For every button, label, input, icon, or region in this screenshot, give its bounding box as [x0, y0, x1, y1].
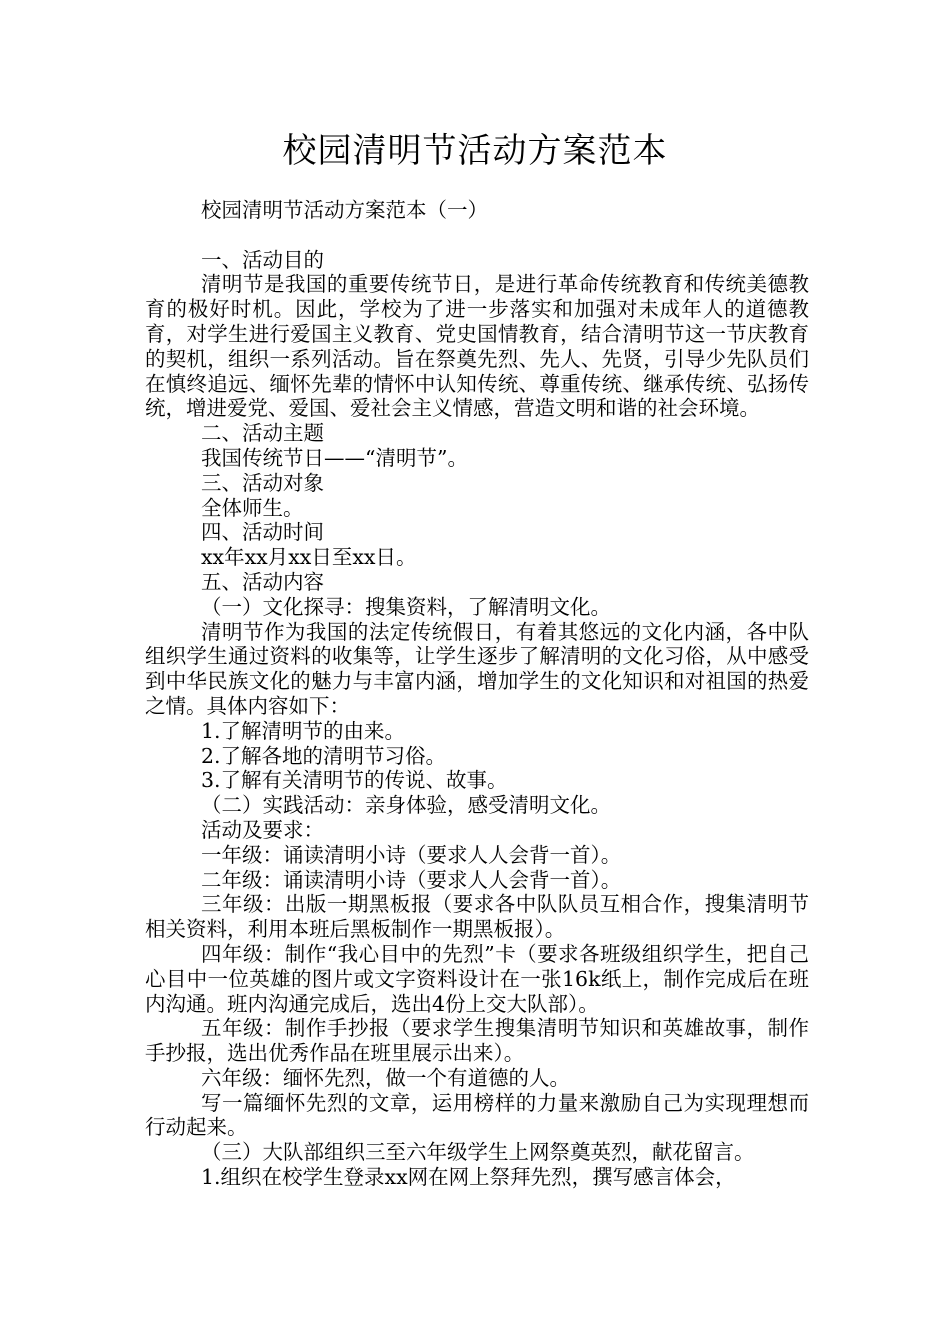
- section-heading-time: 四、活动时间: [201, 520, 324, 545]
- paragraph-audience: 全体师生。: [201, 495, 304, 520]
- paragraph-purpose: 清明节是我国的重要传统节日，是进行革命传统教育和传统美德教育的极好时机。因此，学校为了进一步落实和加强对未成年人的道德教育，对学生进行爱国主义教育、党史国情教育，结合清明节这一节庆教育的契机，组织一系列活动。旨在祭奠先烈、先人、先贤，引导少先队员们在慎终追远、缅怀先辈的情怀中认知传统、尊重传统、继承传统、弘扬传统，增进爱党、爱国、爱社会主义情感，营造文明和谐的社会环境。: [145, 272, 809, 421]
- paragraph-requirements: 活动及要求：: [201, 817, 324, 842]
- section-heading-content: 五、活动内容: [201, 569, 324, 594]
- grade-item: 一年级：诵读清明小诗（要求人人会背一首）。: [201, 842, 622, 867]
- document-body: [145, 198, 809, 1190]
- subheading-practice: （二）实践活动：亲身体验，感受清明文化。: [201, 793, 611, 818]
- list-item: 1.组织在校学生登录xx网在网上祭拜先烈，撰写感言体会，: [201, 1165, 736, 1190]
- section-heading-audience: 三、活动对象: [201, 470, 324, 495]
- paragraph-culture: 清明节作为我国的法定传统假日，有着其悠远的文化内涵，各中队组织学生通过资料的收集等，让学生逐步了解清明的文化习俗，从中感受到中华民族文化的魅力与丰富内涵，增加学生的文化知识和对祖国的热爱之情。具体内容如下：: [145, 619, 809, 718]
- list-item: 2.了解各地的清明节习俗。: [201, 743, 447, 768]
- subheading-online: （三）大队部组织三至六年级学生上网祭奠英烈，献花留言。: [201, 1140, 755, 1165]
- grade-item: 六年级：缅怀先烈，做一个有道德的人。: [201, 1065, 570, 1090]
- paragraph-time: xx年xx月xx日至xx日。: [201, 545, 417, 570]
- list-item: 1.了解清明节的由来。: [201, 718, 406, 743]
- paragraph-essay: 写一篇缅怀先烈的文章，运用榜样的力量来激励自己为实现理想而行动起来。: [145, 1090, 809, 1140]
- section-heading-theme: 二、活动主题: [201, 421, 324, 446]
- subheading-culture: （一）文化探寻：搜集资料，了解清明文化。: [201, 594, 611, 619]
- grade-item: 五年级：制作手抄报（要求学生搜集清明节知识和英雄故事，制作手抄报，选出优秀作品在班里展示出来）。: [145, 1016, 809, 1066]
- grade-item: 四年级：制作“我心目中的先烈”卡（要求各班级组织学生，把自己心目中一位英雄的图片或文字资料设计在一张16k纸上，制作完成后在班内沟通。班内沟通完成后，选出4份上交大队部）。: [145, 941, 809, 1016]
- paragraph-theme: 我国传统节日——“清明节”。: [201, 445, 468, 470]
- section-heading-purpose: 一、活动目的: [201, 247, 324, 272]
- document-title: 校园清明节活动方案范本: [282, 131, 668, 171]
- document-subtitle: 校园清明节活动方案范本（一）: [201, 198, 488, 222]
- grade-item: 二年级：诵读清明小诗（要求人人会背一首）。: [201, 867, 622, 892]
- grade-item: 三年级：出版一期黑板报（要求各中队队员互相合作，搜集清明节相关资料，利用本班后黑板制作一期黑板报）。: [145, 892, 809, 942]
- list-item: 3.了解有关清明节的传说、故事。: [201, 768, 508, 793]
